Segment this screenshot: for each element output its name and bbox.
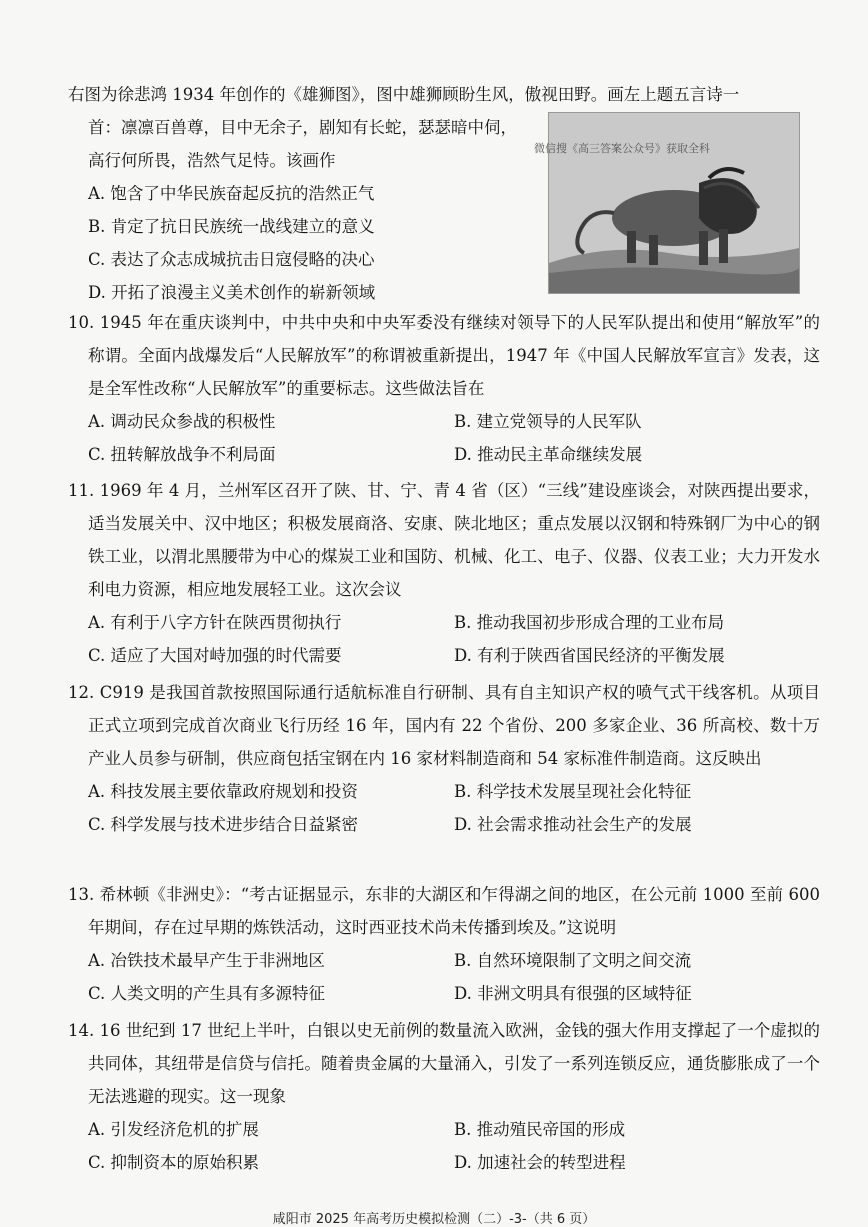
question-9-line2: 首：凛凛百兽尊，目中无余子，剧知有长蛇，瑟瑟暗中伺， bbox=[88, 118, 517, 137]
question-14 bbox=[68, 1014, 820, 1179]
option-d: D. 开拓了浪漫主义美术创作的崭新领域 bbox=[88, 283, 376, 302]
option-d: D. 有利于陕西省国民经济的平衡发展 bbox=[454, 646, 725, 665]
option-b: B. 建立党领导的人民军队 bbox=[454, 412, 642, 431]
option-b: B. 推动殖民帝国的形成 bbox=[454, 1120, 626, 1139]
question-10-options bbox=[68, 405, 820, 471]
question-9-line1 bbox=[68, 78, 820, 111]
option-c: C. 抑制资本的原始积累 bbox=[88, 1153, 260, 1172]
question-12-options bbox=[68, 775, 820, 841]
question-12-stem: 12. C919 是我国首款按照国际通行适航标准自行研制、具有自主知识产权的喷气式干线客机。从项目正式立项到完成首次商业飞行历经 16 年，国内有 22 个省份、200 多家企业、36 所高校、数十万产业人员参与研制，供应商包括宝钢在内 16 家材料制造商和 54 家标准件制造商。这反映出 bbox=[68, 683, 820, 768]
option-d: D. 非洲文明具有很强的区域特征 bbox=[454, 984, 692, 1003]
question-13-stem: 13. 希林顿《非洲史》：“考古证据显示，东非的大湖区和乍得湖之间的地区，在公元前 1000 至前 600 年期间，存在过早期的炼铁活动，这时西亚技术尚未传播到埃及。”这说明 bbox=[68, 885, 820, 937]
option-c: C. 人类文明的产生具有多源特征 bbox=[88, 984, 326, 1003]
option-a: A. 科技发展主要依靠政府规划和投资 bbox=[88, 782, 358, 801]
option-d: D. 加速社会的转型进程 bbox=[454, 1153, 626, 1172]
option-b: B. 自然环境限制了文明之间交流 bbox=[454, 951, 692, 970]
option-a: A. 冶铁技术最早产生于非洲地区 bbox=[88, 951, 325, 970]
question-11-options bbox=[68, 606, 820, 672]
question-13-options bbox=[68, 944, 820, 1010]
question-14-stem: 14. 16 世纪到 17 世纪上半叶，白银以史无前例的数量流入欧洲，金钱的强大作用支撑起了一个虚拟的共同体，其纽带是信贷与信托。随着贵金属的大量涌入，引发了一系列连锁反应，通货膨胀成了一个无法逃避的现实。这一现象 bbox=[68, 1021, 820, 1106]
question-10-stem: 10. 1945 年在重庆谈判中，中共中央和中央军委没有继续对领导下的人民军队提出和使用“解放军”的称谓。全面内战爆发后“人民解放军”的称谓被重新提出，1947 年《中国人民解放军宣言》发表，这是全军性改称“人民解放军”的重要标志。这些做法旨在 bbox=[68, 313, 820, 398]
option-b: B. 肯定了抗日民族统一战线建立的意义 bbox=[88, 217, 375, 236]
option-c: C. 扭转解放战争不利局面 bbox=[88, 445, 276, 464]
watermark-text: 微信搜《高三答案公众号》获取全科 bbox=[534, 142, 710, 155]
option-c: C. 科学发展与技术进步结合日益紧密 bbox=[88, 815, 359, 834]
option-a: A. 调动民众参战的积极性 bbox=[88, 412, 276, 431]
option-a: A. 引发经济危机的扩展 bbox=[88, 1120, 259, 1139]
option-c: C. 适应了大国对峙加强的时代需要 bbox=[88, 646, 342, 665]
option-d: D. 推动民主革命继续发展 bbox=[454, 445, 643, 464]
option-b: B. 推动我国初步形成合理的工业布局 bbox=[454, 613, 725, 632]
question-10 bbox=[68, 306, 820, 471]
question-11 bbox=[68, 474, 820, 672]
question-11-stem: 11. 1969 年 4 月，兰州军区召开了陕、甘、宁、青 4 省（区）“三线”建设座谈会，对陕西提出要求，适当发展关中、汉中地区；积极发展商洛、安康、陕北地区；重点发展以汉钢和特殊钢厂为中心的钢铁工业，以渭北黑腰带为中心的煤炭工业和国防、机械、化工、电子、仪器、仪表工业；大力开发水利电力资源，相应地发展轻工业。这次会议 bbox=[68, 481, 820, 599]
page-footer: 咸阳市 2025 年高考历史模拟检测（二）-3-（共 6 页） bbox=[272, 1212, 596, 1227]
question-9-line1-text: 右图为徐悲鸿 1934 年创作的《雄狮图》，图中雄狮顾盼生风，傲视田野。画左上题五言诗一 bbox=[68, 85, 740, 104]
option-a: A. 有利于八字方针在陕西贯彻执行 bbox=[88, 613, 342, 632]
question-14-options bbox=[68, 1113, 820, 1179]
question-9-line3: 高行何所畏，浩然气足恃。该画作 bbox=[88, 151, 336, 170]
question-12 bbox=[68, 676, 820, 841]
option-c: C. 表达了众志成城抗击日寇侵略的决心 bbox=[88, 250, 375, 269]
option-a: A. 饱含了中华民族奋起反抗的浩然正气 bbox=[88, 184, 375, 203]
question-13 bbox=[68, 878, 820, 1010]
option-d: D. 社会需求推动社会生产的发展 bbox=[454, 815, 692, 834]
option-b: B. 科学技术发展呈现社会化特征 bbox=[454, 782, 692, 801]
